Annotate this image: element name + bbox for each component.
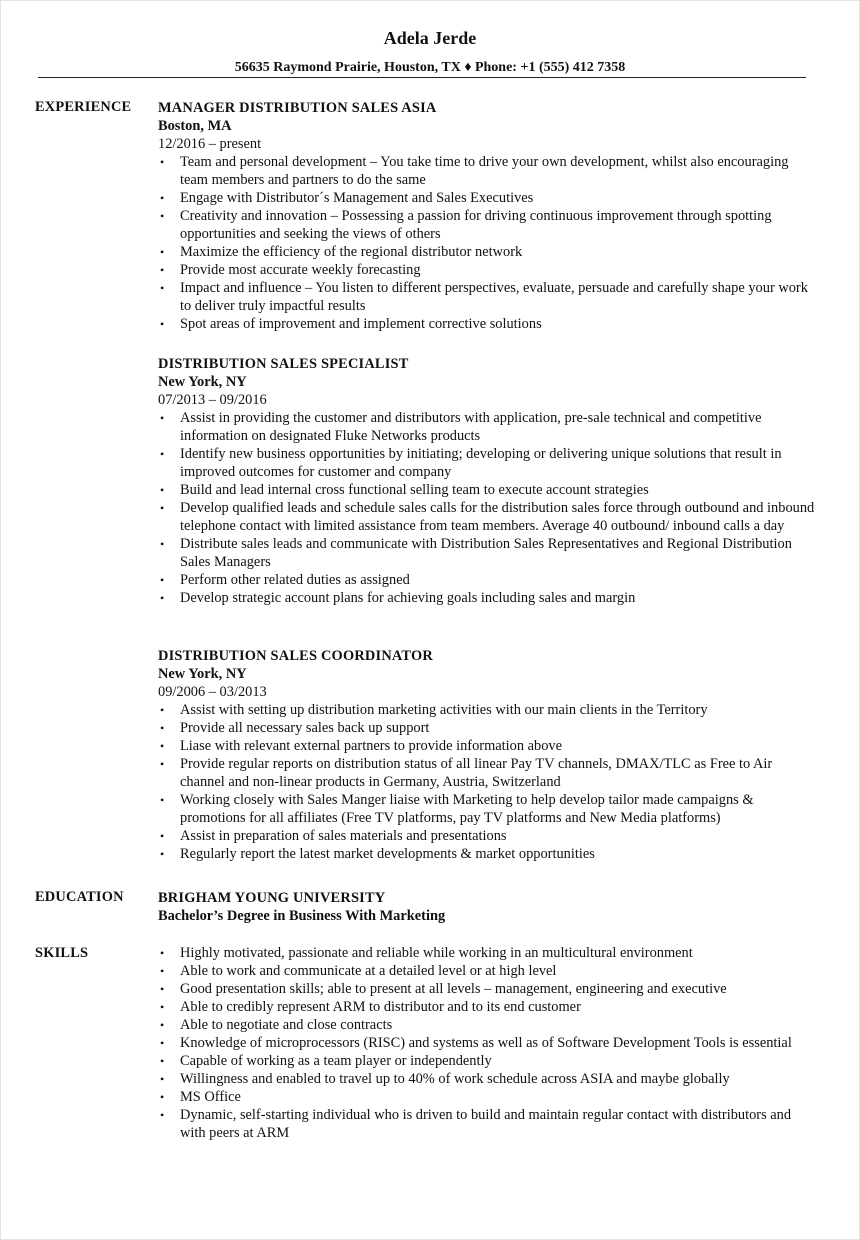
list-item: • Provide regular reports on distribution status of all linear Pay TV channels, DMAX/TLC as Free to Air channel and non-linear products in Germany, Austria, Switzerland xyxy=(158,755,818,791)
list-item: • Regularly report the latest market developments & market opportunities xyxy=(158,845,818,863)
list-item: • Develop strategic account plans for achieving goals including sales and margin xyxy=(158,589,818,607)
list-item: • Identify new business opportunities by initiating; developing or delivering unique solutions that result in improved outcomes for customer and company xyxy=(158,445,818,481)
contact-line: 56635 Raymond Prairie, Houston, TX ♦ Phone: +1 (555) 412 7358 xyxy=(234,60,626,75)
list-item: • Able to credibly represent ARM to distributor and to its end customer xyxy=(158,998,818,1016)
list-item: • Perform other related duties as assigned xyxy=(158,571,818,589)
job-location: Boston, MA xyxy=(158,118,232,134)
list-item: • Able to work and communicate at a detailed level or at high level xyxy=(158,962,818,980)
skills-list xyxy=(158,944,818,1142)
list-item: • Capable of working as a team player or independently xyxy=(158,1052,818,1070)
list-item: • Provide all necessary sales back up support xyxy=(158,719,818,737)
list-item: • Provide most accurate weekly forecasting xyxy=(158,261,818,279)
list-item: • Assist with setting up distribution marketing activities with our main clients in the Territory xyxy=(158,701,818,719)
job-bullets xyxy=(158,409,818,607)
experience-heading: EXPERIENCE xyxy=(35,99,132,115)
candidate-name: Adela Jerde xyxy=(383,28,477,48)
list-item: • Engage with Distributor´s Management and Sales Executives xyxy=(158,189,818,207)
education-heading: EDUCATION xyxy=(35,889,124,905)
list-item: • Highly motivated, passionate and reliable while working in an multicultural environment xyxy=(158,944,818,962)
job-location: New York, NY xyxy=(158,666,247,682)
job-bullets xyxy=(158,701,818,863)
school-name: BRIGHAM YOUNG UNIVERSITY xyxy=(158,890,386,906)
list-item: • Good presentation skills; able to present at all levels – management, engineering and executive xyxy=(158,980,818,998)
skills-heading: SKILLS xyxy=(35,945,89,961)
list-item: • Maximize the efficiency of the regional distributor network xyxy=(158,243,818,261)
list-item: • Distribute sales leads and communicate with Distribution Sales Representatives and Regional Distribution Sales Managers xyxy=(158,535,818,571)
job-2 xyxy=(158,355,818,607)
list-item: • Build and lead internal cross functional selling team to execute account strategies xyxy=(158,481,818,499)
list-item: • Assist in providing the customer and distributors with application, pre-sale technical and competitive information on designated Fluke Networks products xyxy=(158,409,818,445)
degree: Bachelor’s Degree in Business With Marketing xyxy=(158,908,446,924)
list-item: • Willingness and enabled to travel up to 40% of work schedule across ASIA and maybe globally xyxy=(158,1070,818,1088)
list-item: • Assist in preparation of sales materials and presentations xyxy=(158,827,818,845)
education-entry xyxy=(158,889,818,925)
job-1 xyxy=(158,99,818,333)
job-dates: 07/2013 – 09/2016 xyxy=(158,392,267,408)
list-item: • Spot areas of improvement and implement corrective solutions xyxy=(158,315,818,333)
header-divider xyxy=(38,77,806,78)
list-item: • Impact and influence – You listen to different perspectives, evaluate, persuade and carefully shape your work to deliver truly impactful results xyxy=(158,279,818,315)
job-dates: 09/2006 – 03/2013 xyxy=(158,684,267,700)
job-bullets xyxy=(158,153,818,333)
list-item: • Knowledge of microprocessors (RISC) and systems as well as of Software Development Tools is essential xyxy=(158,1034,818,1052)
job-3 xyxy=(158,647,818,863)
list-item: • MS Office xyxy=(158,1088,818,1106)
job-title: DISTRIBUTION SALES COORDINATOR xyxy=(158,648,433,664)
list-item: • Develop qualified leads and schedule sales calls for the distribution sales force through outbound and inbound telephone contact with limited assistance from team members. Average 40 outbound/ inbound calls a day xyxy=(158,499,818,535)
list-item: • Able to negotiate and close contracts xyxy=(158,1016,818,1034)
list-item: • Liase with relevant external partners to provide information above xyxy=(158,737,818,755)
skills-list-block xyxy=(158,944,818,1142)
list-item: • Creativity and innovation – Possessing a passion for driving continuous improvement through spotting opportunities and seeking the views of others xyxy=(158,207,818,243)
job-dates: 12/2016 – present xyxy=(158,136,262,152)
list-item: • Working closely with Sales Manger liaise with Marketing to help develop tailor made campaigns & promotions for all affiliates (Free TV platforms, pay TV platforms and New Media platforms) xyxy=(158,791,818,827)
list-item: • Team and personal development – You take time to drive your own development, whilst also encouraging team members and partners to do the same xyxy=(158,153,818,189)
job-title: MANAGER DISTRIBUTION SALES ASIA xyxy=(158,100,437,116)
job-location: New York, NY xyxy=(158,374,247,390)
job-title: DISTRIBUTION SALES SPECIALIST xyxy=(158,356,409,372)
list-item: • Dynamic, self-starting individual who is driven to build and maintain regular contact with distributors and with peers at ARM xyxy=(158,1106,818,1142)
